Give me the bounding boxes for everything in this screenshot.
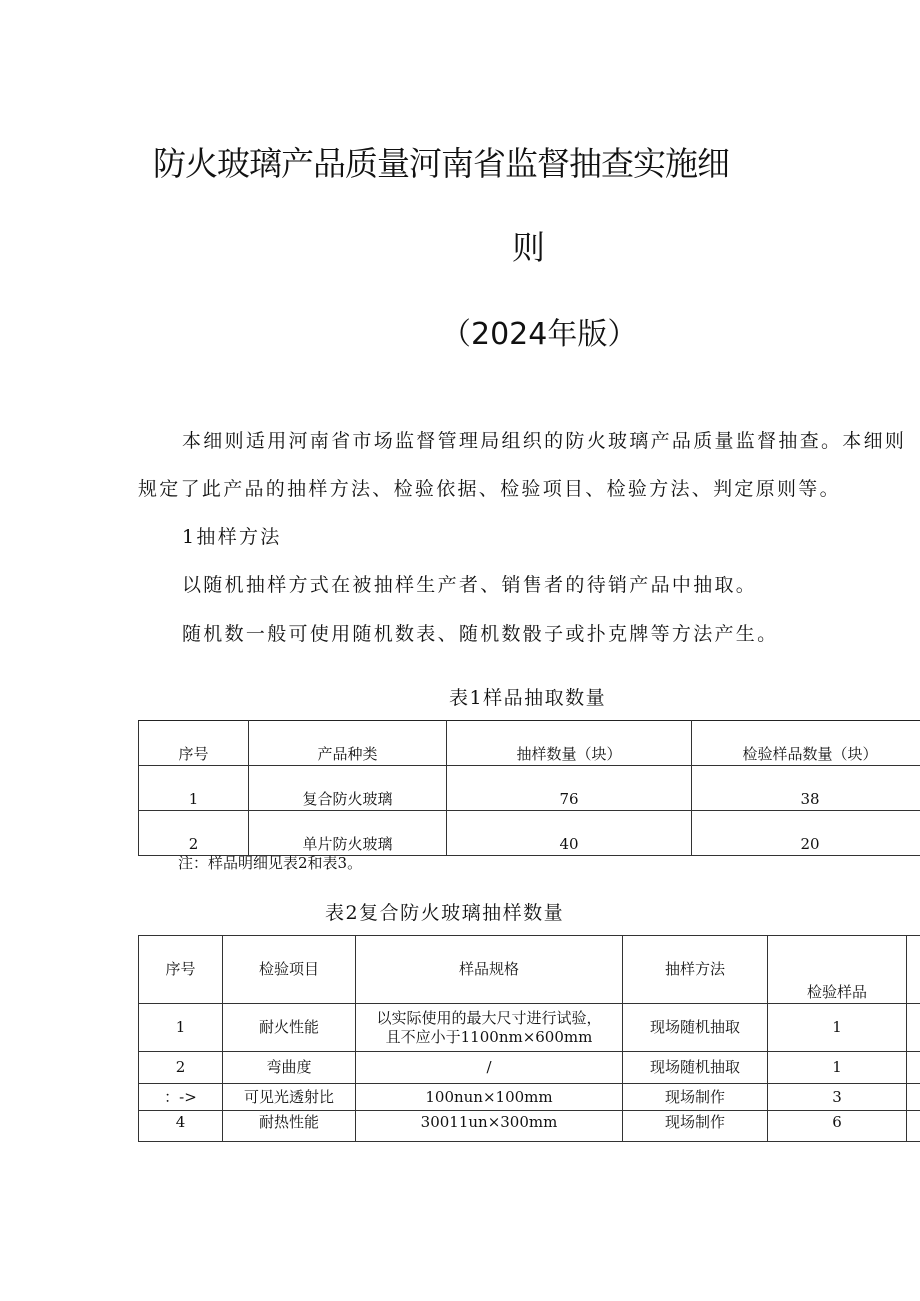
table1-caption: 表1样品抽取数量 [449, 687, 607, 709]
table-cell-clipped [907, 1084, 920, 1111]
table-cell: 现场随机抽取 [623, 1052, 768, 1084]
section-heading-sampling: 1抽样方法 [182, 526, 282, 548]
table1-note: 注：样品明细见表2和表3。 [178, 854, 363, 872]
table-header-cell: 检验样品数量（块） [692, 721, 920, 766]
table-cell-clipped [907, 1111, 920, 1142]
table-header-row [139, 721, 920, 766]
table-cell: 6 [768, 1111, 907, 1142]
table-cell: 1 [768, 1004, 907, 1052]
table-cell: 1 [768, 1052, 907, 1084]
table-cell-clipped [907, 1004, 920, 1052]
table-cell: 可见光透射比 [223, 1084, 356, 1111]
intro-paragraph-line2: 规定了此产品的抽样方法、检验依据、检验项目、检验方法、判定原则等。 [138, 478, 841, 500]
table-row [139, 766, 920, 811]
document-title-line2: 则 [512, 228, 545, 267]
table-row [139, 1004, 920, 1052]
table-cell: 20 [692, 811, 920, 856]
table-cell: / [356, 1052, 623, 1084]
table-cell: 以实际使用的最大尺寸进行试验， 且不应小于1100nm×600mm [356, 1004, 623, 1052]
table-row [139, 1111, 920, 1142]
sampling-paragraph-2: 随机数一般可使用随机数表、随机数骰子或扑克牌等方法产生。 [182, 623, 779, 645]
sampling-paragraph-1: 以随机抽样方式在被抽样生产者、销售者的待销产品中抽取。 [182, 574, 758, 596]
table-row [139, 1084, 920, 1111]
table-cell: 复合防火玻璃 [249, 766, 447, 811]
table-cell: 单片防火玻璃 [249, 811, 447, 856]
sample-quantity-table [138, 720, 920, 856]
table-cell: 40 [447, 811, 692, 856]
document-version: （2024年版） [441, 317, 638, 352]
table2-caption: 表2复合防火玻璃抽样数量 [325, 902, 565, 924]
table-header-cell: 检验项目 [223, 936, 356, 1004]
table-cell: 1 [139, 1004, 223, 1052]
table-row [139, 1052, 920, 1084]
table-cell: 现场制作 [623, 1084, 768, 1111]
table-header-cell: 序号 [139, 721, 249, 766]
composite-glass-sampling-table [138, 935, 920, 1142]
table-cell: 弯曲度 [223, 1052, 356, 1084]
table-cell: 现场制作 [623, 1111, 768, 1142]
table-cell: ：-> [139, 1084, 223, 1111]
table-header-cell: 抽样方法 [623, 936, 768, 1004]
table-cell: 2 [139, 811, 249, 856]
table-cell: 现场随机抽取 [623, 1004, 768, 1052]
table-header-cell: 序号 [139, 936, 223, 1004]
table-header-cell: 抽样数量（块） [447, 721, 692, 766]
table-header-cell: 产品种类 [249, 721, 447, 766]
table-row [139, 811, 920, 856]
table-cell: 2 [139, 1052, 223, 1084]
table-header-cell: 样品规格 [356, 936, 623, 1004]
table-cell: 耐火性能 [223, 1004, 356, 1052]
table-cell: 3 [768, 1084, 907, 1111]
table-cell: 76 [447, 766, 692, 811]
table-cell-clipped [907, 1052, 920, 1084]
table-cell: 4 [139, 1111, 223, 1142]
table-header-cell-clipped [907, 936, 920, 1004]
table-cell: 耐热性能 [223, 1111, 356, 1142]
table-header-row [139, 936, 920, 1004]
document-title-line1: 防火玻璃产品质量河南省监督抽查实施细 [153, 144, 729, 183]
table-cell: 30011un×300mm [356, 1111, 623, 1142]
table-cell: 1 [139, 766, 249, 811]
intro-paragraph-line1: 本细则适用河南省市场监督管理局组织的防火玻璃产品质量监督抽查。本细则 [182, 430, 907, 452]
table-header-cell: 检验样品 [768, 936, 907, 1004]
table-cell: 38 [692, 766, 920, 811]
table-cell: 100nun×100mm [356, 1084, 623, 1111]
